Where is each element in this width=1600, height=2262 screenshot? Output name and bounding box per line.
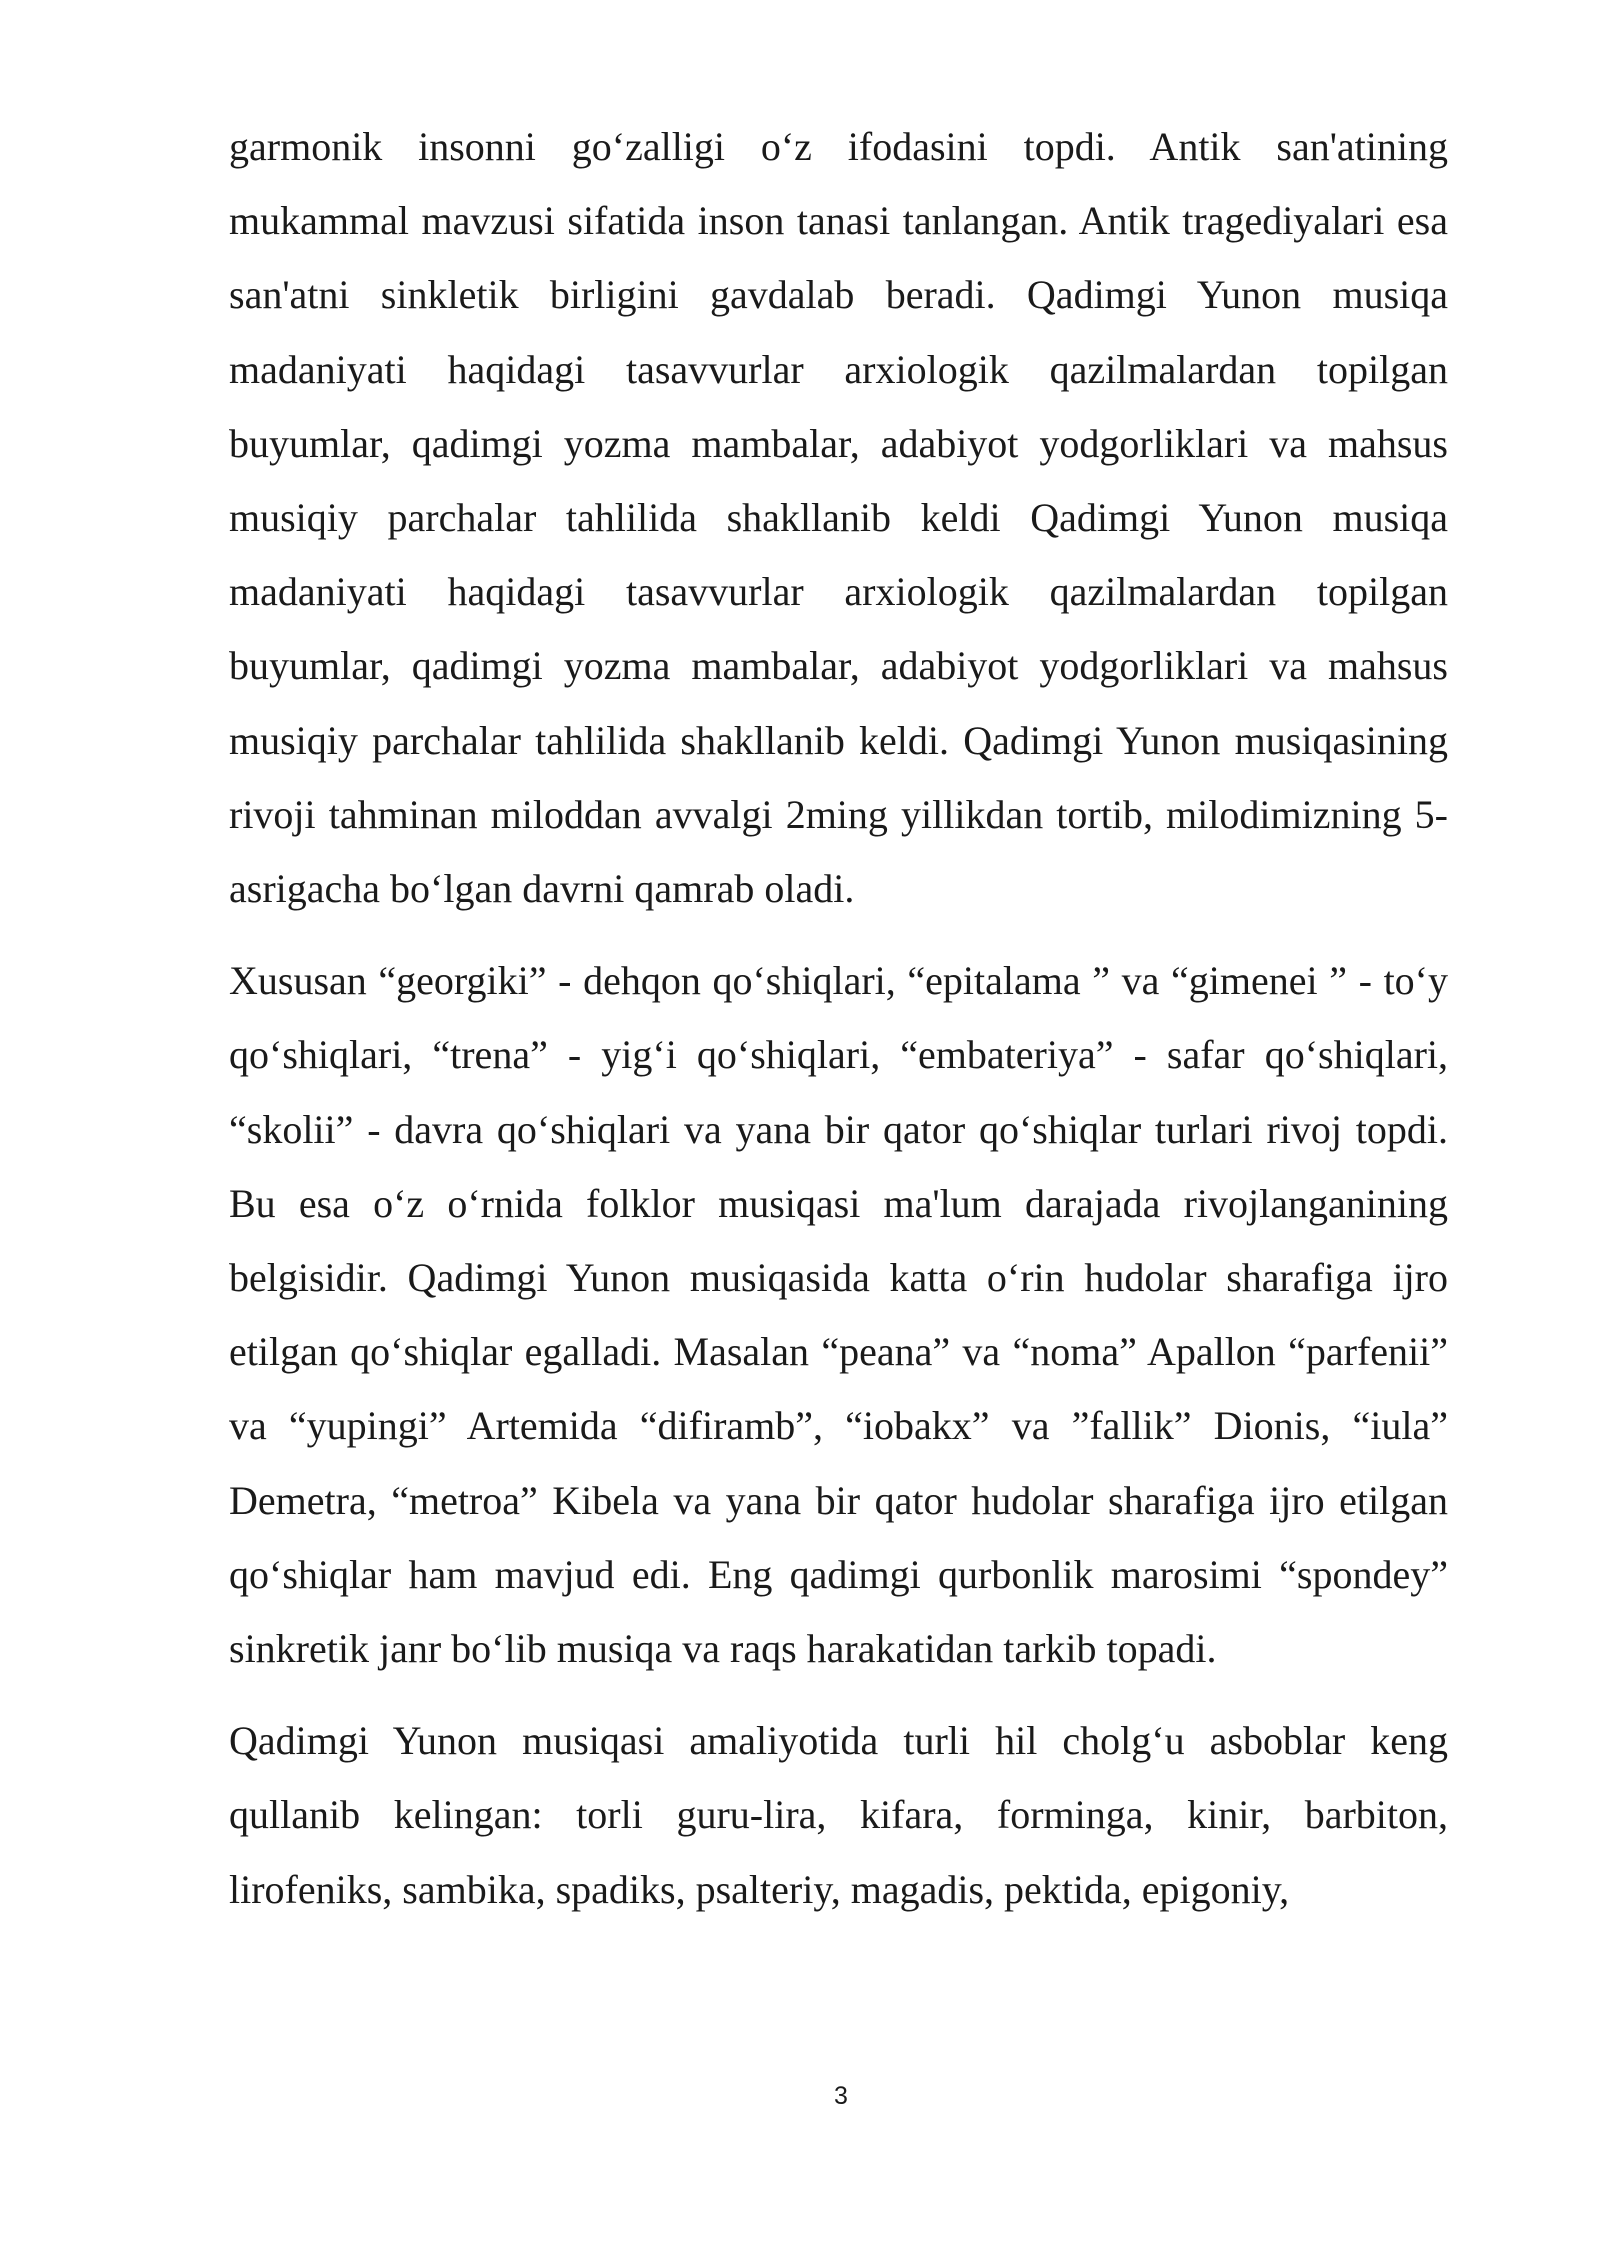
paragraph-3: Qadimgi Yunon musiqasi amaliyotida turli hil cholg‘u asboblar keng qullanib kelingan: torli guru-lira, kifara, forminga, kinir, barbiton, lirofeniks, sambika, spadiks, psalteriy, magadis, pektida, epigoniy, xyxy=(229,1718,1448,1912)
paragraph-1: garmonik insonni go‘zalligi o‘z ifodasini topdi. Antik san'atining mukammal mavzusi sifatida inson tanasi tanlangan. Antik tragediyalari esa san'atni sinkletik birligini gavdalab beradi. Qadimgi Yunon musiqa madaniyati haqidagi tasavvurlar arxiologik qazilmalardan topilgan buyumlar, qadimgi yozma mambalar, adabiyot yodgorliklari va mahsus musiqiy parchalar tahlilida shakllanib keldi Qadimgi Yunon musiqa madaniyati haqidagi tasavvurlar arxiologik qazilmalardan topilgan buyumlar, qadimgi yozma mambalar, adabiyot yodgorliklari va mahsus musiqiy parchalar tahlilida shakllanib keldi. Qadimgi Yunon musiqasining rivoji tahminan miloddan avvalgi 2ming yillikdan tortib, milodimizning 5-asrigacha bo‘lgan davrni qamrab oladi. xyxy=(229,124,1448,912)
page-number: 3 xyxy=(834,2082,848,2110)
paragraph-2: Xususan “georgiki” - dehqon qo‘shiqlari, “epitalama ” va “gimenei ” - to‘y qo‘shiqlari, “trena” - yig‘i qo‘shiqlari, “embateriya” - safar qo‘shiqlari, “skolii” - davra qo‘shiqlari va yana bir qator qo‘shiqlar turlari rivoj topdi. Bu esa o‘z o‘rnida folklor musiqasi ma'lum darajada rivojlanganining belgisidir. Qadimgi Yunon musiqasida katta o‘rin hudolar sharafiga ijro etilgan qo‘shiqlar egalladi. Masalan “peana” va “noma” Apallon “parfenii” va “yupingi” Artemida “difiramb”, “iobakx” va ”fallik” Dionis, “iula” Demetra, “metroa” Kibela va yana bir qator hudolar sharafiga ijro etilgan qo‘shiqlar ham mavjud edi. Eng qadimgi qurbonlik marosimi “spondey” sinkretik janr bo‘lib musiqa va raqs harakatidan tarkib topadi. xyxy=(229,958,1448,1672)
body-text xyxy=(229,110,1448,1927)
